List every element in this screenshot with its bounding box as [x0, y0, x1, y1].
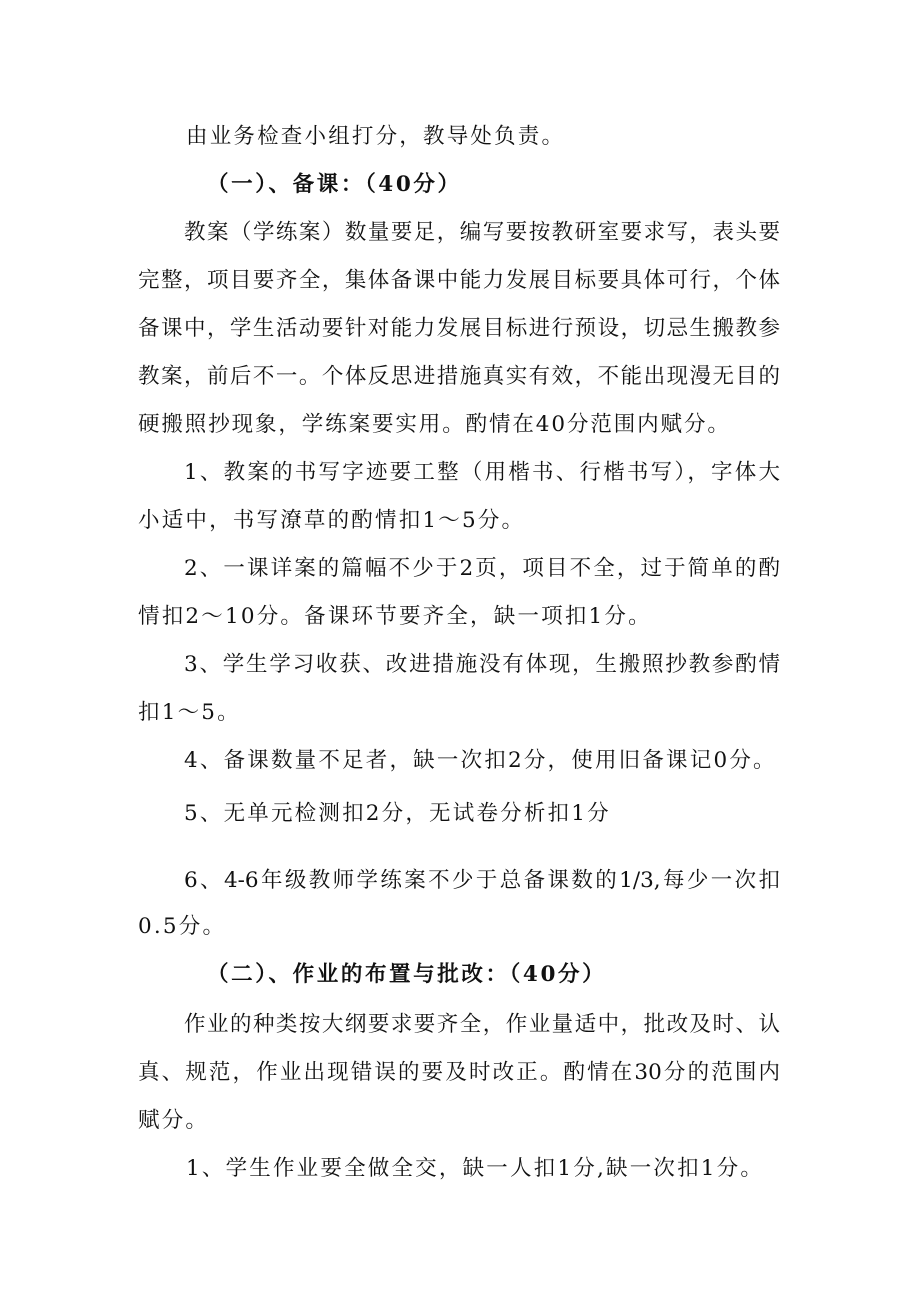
section-1-heading: （一）、备课：（40分）	[207, 172, 462, 197]
item-6-line-2: 0.5分。	[138, 914, 227, 939]
section-2-para-line-2: 真、规范，作业出现错误的要及时改正。酌情在30分的范围内	[138, 1060, 780, 1085]
item-2-line-2: 情扣2～10分。备课环节要齐全，缺一项扣1分。	[138, 604, 652, 629]
section-1-para-line-3: 备课中，学生活动要针对能力发展目标进行预设，切忌生搬教参	[138, 316, 780, 341]
section-2-para-line-1: 作业的种类按大纲要求要齐全，作业量适中，批改及时、认	[184, 1012, 780, 1037]
item-1-line-2: 小适中，书写潦草的酌情扣1～5分。	[138, 508, 526, 533]
item-5-line-1: 5、无单元检测扣2分，无试卷分析扣1分	[184, 801, 611, 826]
item-1-line-1: 1、教案的书写字迹要工整（用楷书、行楷书写），字体大	[184, 460, 780, 485]
section-2-item-1-line-1: 1、学生作业要全做全交，缺一人扣1分,缺一次扣1分。	[186, 1156, 765, 1181]
item-3-line-2: 扣1～5。	[138, 700, 241, 725]
section-2-para-line-3: 赋分。	[138, 1108, 210, 1133]
intro-line: 由业务检查小组打分，教导处负责。	[186, 124, 566, 149]
item-6-line-1: 6、4-6年级教师学练案不少于总备课数的1/3,每少一次扣	[184, 868, 780, 893]
item-2-line-1: 2、一课详案的篇幅不少于2页，项目不全，过于简单的酌	[184, 556, 780, 581]
section-2-heading: （二）、作业的布置与批改：（40分）	[207, 962, 607, 987]
section-1-para-line-2: 完整，项目要齐全，集体备课中能力发展目标要具体可行，个体	[138, 268, 780, 293]
section-1-para-line-4: 教案，前后不一。个体反思进措施真实有效，不能出现漫无目的	[138, 364, 780, 389]
item-4-line-1: 4、备课数量不足者，缺一次扣2分，使用旧备课记0分。	[184, 748, 777, 773]
section-1-para-line-5: 硬搬照抄现象，学练案要实用。酌情在40分范围内赋分。	[138, 412, 731, 437]
item-3-line-1: 3、学生学习收获、改进措施没有体现，生搬照抄教参酌情	[184, 652, 780, 677]
section-1-para-line-1: 教案（学练案）数量要足，编写要按教研室要求写，表头要	[184, 220, 780, 245]
